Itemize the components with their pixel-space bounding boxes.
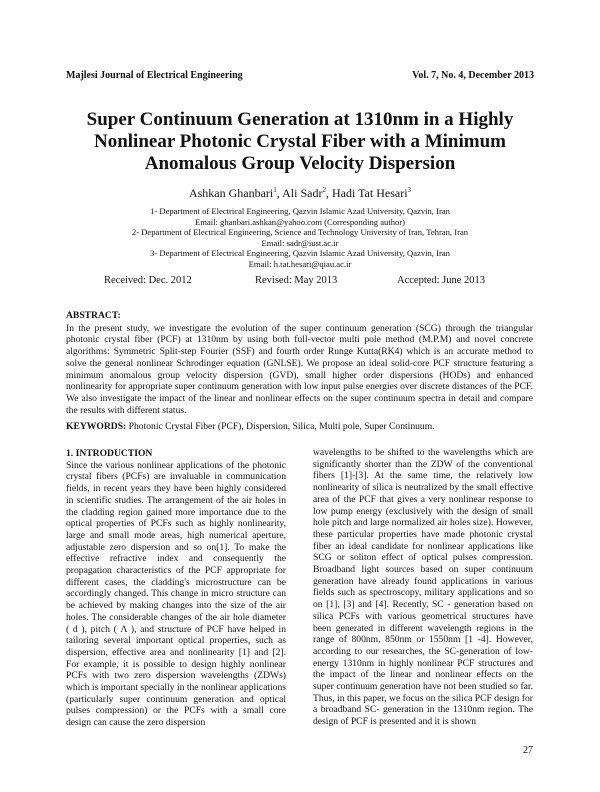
revised-date: Revised: May 2013 [255, 275, 338, 286]
accepted-date: Accepted: June 2013 [397, 275, 486, 286]
affiliation-email: Email: ghanbari.ashkan@yahoo.com (Corresponding author) [194, 216, 406, 227]
title-line: Super Continuum Generation at 1310nm in a Highly [86, 109, 514, 130]
keywords-label: KEYWORDS: [66, 421, 127, 432]
received-date: Received: Dec. 2012 [104, 275, 192, 286]
left-column [66, 448, 286, 729]
title-line: Nonlinear Photonic Crystal Fiber with a Minimum [93, 131, 507, 152]
author-affiliation-mark: 1 [273, 186, 277, 194]
author-affiliation-mark: 3 [407, 186, 412, 194]
abstract [66, 310, 533, 416]
title-line: Anomalous Group Velocity Dispersion [144, 153, 456, 174]
intro-paragraph-continued: wavelengths to be shifted to the wavelengths which are significantly shorter than the ZDW of the conventional fibers [1]-[3]. At the same time, the relatively low nonlinearity of silica is neutralized by the small effective area of the PCF that gives a very nonlinear response to low pump energy (exclusively with the design of small hole pitch and large normalized air holes size). However, these particular properties have made photonic crystal fiber an ideal candidate for nonlinear applications like SCG or soliton effect of optical pulses compression. Broadband light sources based on super continuum generation have already found applications in various fields such as spectroscopy, military applications and so on [1], [3] and [4]. Recently, SC - generation based on silica PCFs with various geometrical structures have been generated in different wavelength regions in the range of 800nm, 850nm or 1550nm [1 -4]. However, according to our researches, the SC-generation of low-energy 1310nm in highly nonlinear PCF structures and the impact of the linear and nonlinear effects on the super continuum generation have not been studied so far. Thus, in this paper, we focus on the silica PCF design for a broadband SC- generation in the 1310nm region. The design of PCF is presented and it is shown [313, 447, 533, 728]
affiliation-list [60, 206, 540, 270]
page-number: 27 [523, 745, 533, 756]
author-name: Hadi Tat Hesari [331, 186, 408, 200]
author-list: Ashkan Ghanbari$^1$, Ali Sadr$^2$, Hadi Tat Hesari$^3$ [188, 186, 412, 200]
affiliation-email: Email: sadr@iust.ac.ir [261, 237, 339, 248]
intro-paragraph: Since the various nonlinear applications of the photonic crystal fibers (PCFs) are invaluable in communication fields, in recent years they have been highly considered in scientific studies. The arrangement of the air holes in the cladding region gained more importance due to the optical properties of PCFs such as highly nonlinearity, large and small mode areas, high numerical aperture, adjustable zero dispersion and so on[1]. To make the effective refractive index and consequently the propagation characteristics of the PCF appropriate for different cases, the cladding's microstructure can be accordingly changed. This change in micro structure can be achieved by making changes into the size of the air holes. The considerable changes of the air hole diameter ( d ), pitch ( Λ ), and structure of PCF have helped in tailoring several important optical properties, such as dispersion, effective area and nonlinearity [1] and [2]. For example, it is possible to design highly nonlinear PCFs with two zero dispersion wavelengths (ZDWs) which is important specially in the nonlinear applications (particularly super continuum generation and optical pulses compression) or the PCFs with a small core design can cause the zero dispersion [66, 459, 286, 729]
author-name: Ali Sadr [282, 186, 323, 200]
abstract-text: In the present study, we investigate the evolution of the super continuum generation (SCG) through the triangular photonic crystal fiber (PCF) at 1310nm by using both full-vector multi pole method (M.P.M) and novel concrete algorithms: Symmetric Split-step Fourier (SSF) and fourth order Runge Kutta(RK4) which is an accurate method to solve the general nonlinear Schrodinger equation (GNLSE). We propose an ideal solid-core PCF structure featuring a minimum anomalous group velocity dispersion (GVD), small higher order dispersions (HODs) and enhanced nonlinearity for appropriate super continuum generation with low input pulse energies over discrete distances of the PCF. We also investigate the impact of the linear and nonlinear effects on the super continuum spectra in detail and compare the results with different status. [66, 322, 533, 416]
author-affiliation-mark: 2 [322, 186, 326, 194]
paper-title [60, 109, 540, 175]
keywords [66, 421, 533, 433]
affiliation-line: 3- Department of Electrical Engineering, Qazvin Islamic Azad University, Qazvin, Iran [150, 248, 450, 259]
affiliation-line: 1- Department of Electrical Engineering, Qazvin Islamic Azad University, Qazvin, Iran [150, 206, 450, 216]
volume-info: Vol. 7, No. 4, December 2013 [412, 70, 534, 81]
affiliation-email: Email: h.tat.hesari@qiau.ac.ir [248, 258, 352, 269]
keywords-text: Photonic Crystal Fiber (PCF), Dispersion, Silica, Multi pole, Super Continuum. [128, 421, 435, 432]
journal-name: Majlesi Journal of Electrical Engineering [66, 70, 243, 81]
author-name: Ashkan Ghanbari [188, 186, 274, 200]
abstract-label: ABSTRACT: [66, 310, 121, 321]
affiliation-line: 2- Department of Electrical Engineering, Science and Technology University of Iran, Tehran, Iran [131, 227, 469, 238]
right-column [313, 447, 533, 728]
section-heading: 1. INTRODUCTION [66, 448, 153, 459]
